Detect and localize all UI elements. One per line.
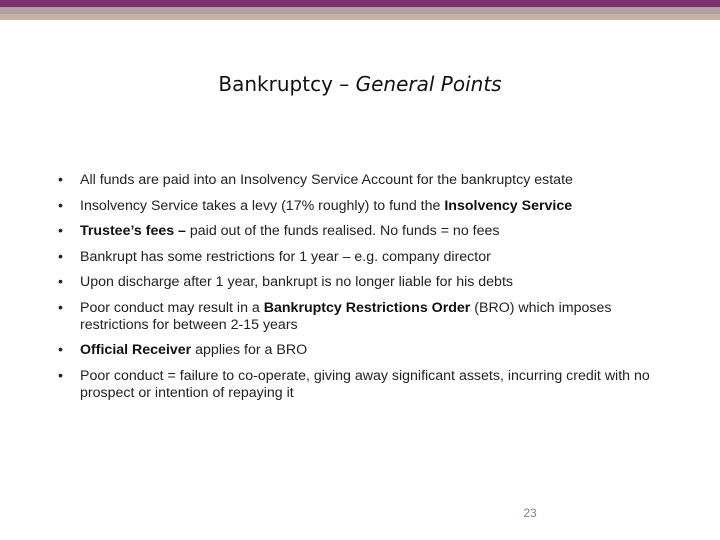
top-stripe-mauve xyxy=(0,7,720,14)
slide-title-italic: General Points xyxy=(355,72,502,96)
bullet-item xyxy=(58,172,658,189)
bullet-item xyxy=(58,198,658,215)
bullet-bold-text: Insolvency Service xyxy=(444,197,573,214)
bullet-text: Upon discharge after 1 year, bankrupt is no longer liable for his debts xyxy=(80,274,513,290)
bullet-item xyxy=(58,300,658,334)
bullet-list xyxy=(58,172,658,410)
page-number: 23 xyxy=(523,506,537,520)
bullet-item xyxy=(58,274,658,291)
bullet-bold-text: Trustee’s fees – xyxy=(80,223,186,239)
slide-title xyxy=(0,72,720,96)
bullet-bold-text: Bankruptcy Restrictions Order xyxy=(263,299,471,316)
top-stripe-purple xyxy=(0,0,720,7)
top-decorative-bar xyxy=(0,0,720,20)
bullet-text: Bankrupt has some restrictions for 1 year – e.g. company director xyxy=(80,248,491,265)
bullet-text: paid out of the funds realised. No funds = no fees xyxy=(185,223,500,239)
bullet-bold-text: Official Receiver xyxy=(80,342,192,358)
bullet-text: applies for a BRO xyxy=(191,342,308,358)
top-stripe-tan xyxy=(0,14,720,20)
bullet-item xyxy=(58,342,658,359)
bullet-item xyxy=(58,249,658,266)
slide-title-plain: Bankruptcy – xyxy=(218,72,356,96)
bullet-item xyxy=(58,223,658,240)
bullet-text: Poor conduct may result in a xyxy=(80,299,264,316)
bullet-text: All funds are paid into an Insolvency Service Account for the bankruptcy estate xyxy=(80,172,573,188)
bullet-text: (BRO) which imposes restrictions for between 2-15 years xyxy=(80,299,612,333)
bullet-text: Insolvency Service takes a levy (17% roughly) to fund the xyxy=(80,197,445,214)
bullet-item xyxy=(58,368,658,402)
bullet-text: Poor conduct = failure to co-operate, giving away significant assets, incurring credit with no prospect or intention of repaying it xyxy=(80,367,650,401)
